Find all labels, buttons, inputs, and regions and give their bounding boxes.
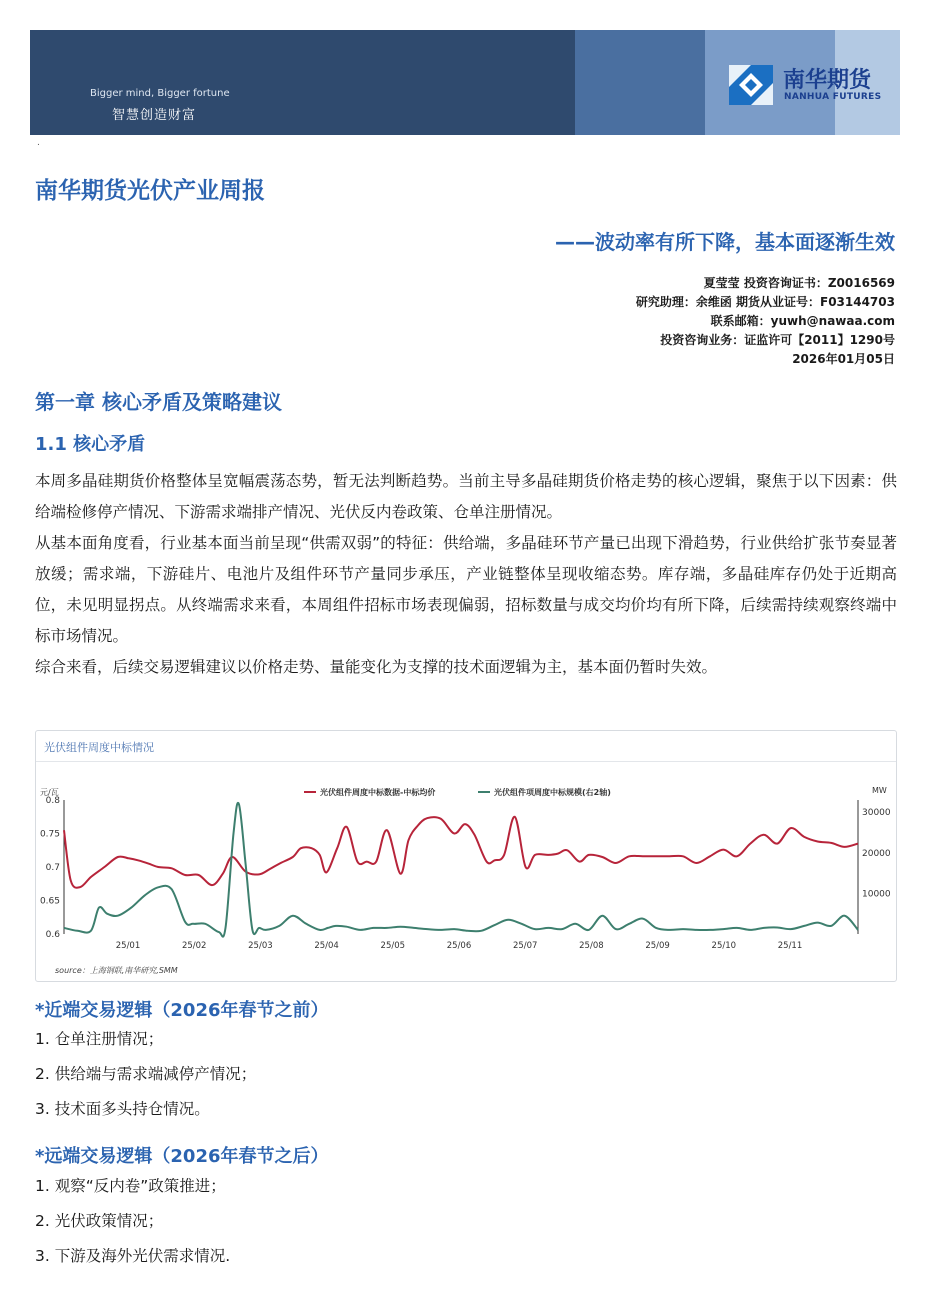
far-term-title: *远端交易逻辑（2026年春节之后） [35,1146,329,1167]
x-tick-label: 25/01 [115,941,141,951]
x-tick-label: 25/10 [711,941,737,951]
bid-chart [36,762,896,962]
slogan-chinese: 智慧创造财富 [112,108,197,123]
logo-name: 南华期货 [783,68,872,93]
x-tick-label: 25/07 [512,941,538,951]
x-tick-label: 25/03 [248,941,273,951]
y-right-tick-label: 10000 [862,889,891,900]
near-term-list [35,1022,256,1127]
author-line: 夏莹莹 投资咨询证书：Z0016569 [703,276,895,290]
paragraph: 综合来看，后续交易逻辑建议以价格走势、量能变化为支撑的技术面逻辑为主，基本面仍暂时失效。 [35,658,718,676]
chapter-title: 第一章 核心矛盾及策略建议 [35,390,282,414]
nanhua-logo-icon [727,61,777,109]
y-left-tick-label: 0.65 [39,896,60,907]
y-left-tick-label: 0.6 [45,930,60,940]
y-left-tick-label: 0.8 [45,796,60,806]
legend-label: 光伏组件周度中标数据-中标均价 [320,788,436,797]
y-right-unit: MW [872,786,887,795]
slogan-english: Bigger mind, Bigger fortune [90,88,230,99]
near-term-title: *近端交易逻辑（2026年春节之前） [35,1000,329,1021]
list-item: 2. 光伏政策情况； [35,1212,164,1230]
date-line: 2026年01月05日 [792,352,895,366]
y-left-tick-label: 0.75 [39,829,60,840]
x-tick-label: 25/08 [579,941,604,951]
x-tick-label: 25/04 [314,941,339,951]
report-subtitle: ——波动率有所下降，基本面逐渐生效 [555,230,895,254]
list-item: 2. 供给端与需求端减停产情况； [35,1065,257,1083]
dot-mark: . [37,138,40,148]
author-info [636,274,895,369]
series-line-price [64,817,858,888]
banner-block-2 [575,30,705,135]
x-tick-label: 25/11 [777,941,803,951]
chart-source: source：上海钢联,南华研究,SMM [55,966,178,975]
body-text [35,466,897,683]
x-tick-label: 25/02 [181,941,207,951]
header-banner [30,30,900,135]
email-line: 联系邮箱：yuwh@nawaa.com [710,314,895,328]
chart-panel-header [36,731,896,762]
list-item: 3. 下游及海外光伏需求情况. [35,1247,231,1265]
y-left-tick-label: 0.7 [45,863,60,873]
chart-panel [35,730,897,982]
report-title: 南华期货光伏产业周报 [35,178,265,204]
logo-english: NANHUA FUTURES [784,92,882,102]
section-title: 1.1 核心矛盾 [35,434,146,455]
x-tick-label: 25/06 [446,941,472,951]
assistant-line: 研究助理：余维函 期货从业证号：F03144703 [635,295,895,309]
x-tick-label: 25/05 [380,941,406,951]
list-item: 3. 技术面多头持仓情况。 [35,1100,210,1118]
x-tick-label: 25/09 [645,941,670,951]
paragraph: 从基本面角度看，行业基本面当前呈现“供需双弱”的特征：供给端，多晶硅环节产量已出现下滑趋势，行业供给扩张节奏显著放缓；需求端，下游硅片、电池片及组件环节产量同步承压，产业链整体呈现收缩态势。库存端，多晶硅库存仍处于近期高位，未见明显拐点。从终端需求来看，本周组件招标市场表现偏弱，招标数量与成交均价均有所下降，后续需持续观察终端中标市场情况。 [35,534,897,645]
far-term-list [35,1169,230,1274]
paragraph: 本周多晶硅期货价格整体呈宽幅震荡态势，暂无法判断趋势。当前主导多晶硅期货价格走势的核心逻辑，聚焦于以下因素：供给端检修停产情况、下游需求端排产情况、光伏反内卷政策、仓单注册情况。 [35,472,897,521]
y-left-unit: 元/瓦 [40,788,59,797]
legend-label: 光伏组件项周度中标规模(右2轴) [494,788,611,797]
series-line-volume [64,803,858,937]
list-item: 1. 观察“反内卷”政策推进； [35,1177,226,1195]
license-line: 投资咨询业务：证监许可【2011】1290号 [660,333,895,347]
y-right-tick-label: 20000 [862,848,891,859]
y-right-tick-label: 30000 [862,808,891,819]
company-logo [727,61,892,109]
list-item: 1. 仓单注册情况； [35,1030,164,1048]
chart-panel-title: 光伏组件周度中标情况 [44,741,154,754]
